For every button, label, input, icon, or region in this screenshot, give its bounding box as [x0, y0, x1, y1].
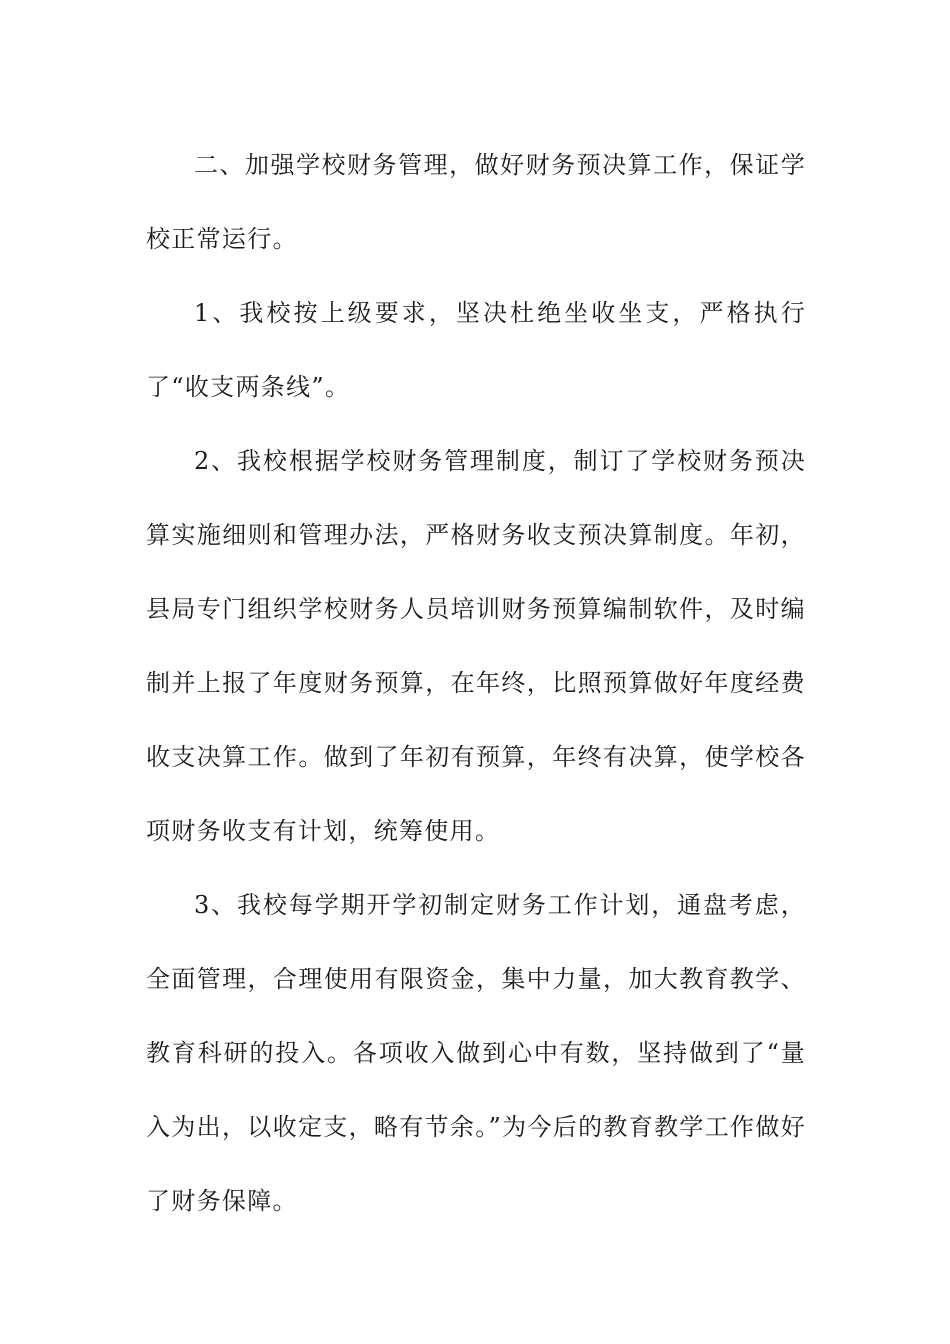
- paragraph-item-2: 2、我校根据学校财务管理制度，制订了学校财务预决算实施细则和管理办法，严格财务收支预决算制度。年初，县局专门组织学校财务人员培训财务预算编制软件，及时编制并上报了年度财务预算，在年终，比照预算做好年度经费收支决算工作。做到了年初有预算，年终有决算，使学校各项财务收支有计划，统筹使用。: [146, 447, 806, 845]
- section-heading-paragraph: 二、加强学校财务管理，做好财务预决算工作，保证学校正常运行。: [146, 151, 806, 253]
- paragraph-item-1: 1、我校按上级要求，坚决杜绝坐收坐支，严格执行了“收支两条线”。: [146, 299, 806, 401]
- paragraph-item-3: 3、我校每学期开学初制定财务工作计划，通盘考虑，全面管理，合理使用有限资金，集中力量，加大教育教学、教育科研的投入。各项收入做到心中有数，坚持做到了“量入为出，以收定支，略有节余。”为今后的教育教学工作做好了财务保障。: [146, 891, 806, 1215]
- document-body: [146, 128, 806, 1238]
